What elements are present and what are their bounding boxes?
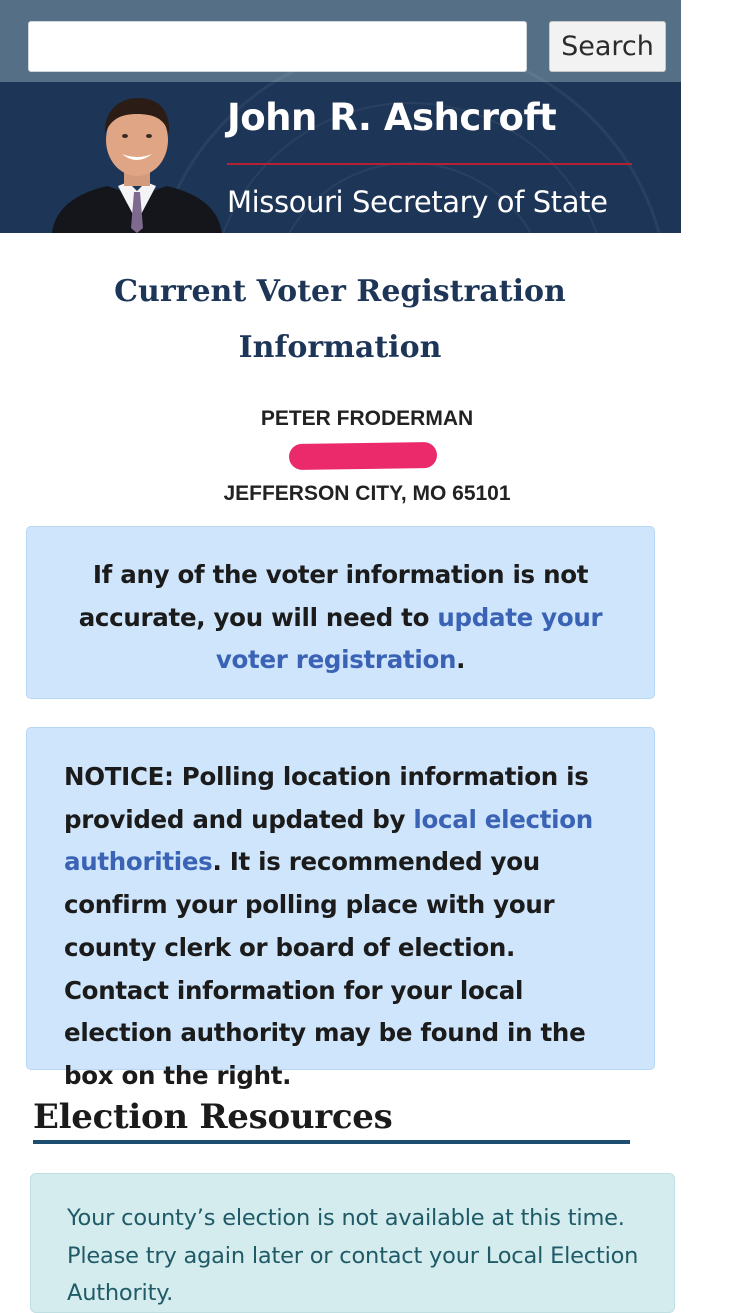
voter-info-alert-text [55,554,626,682]
redacted-address-mark [289,442,437,470]
notice-text-after: . It is recommended you confirm your polling place with your county clerk or board of election. Contact information for your local election authority may be found in the box on the right. [64,847,586,1090]
alert-text-before: If any of the voter information is not accurate, you will need to [78,560,589,632]
search-button[interactable]: Search [549,21,666,72]
voter-info-alert [26,526,655,699]
voter-name: PETER FRODERMAN [260,407,474,430]
section-divider [33,1140,630,1144]
polling-notice-text [64,756,618,1098]
notice-text-before: NOTICE: Polling location information is provided and updated by [64,762,589,834]
alert-text-after: . [456,645,466,675]
header-banner [0,82,681,233]
portrait-image [52,96,222,233]
election-resources-heading: Election Resources [33,1097,393,1137]
polling-notice-alert [26,727,655,1090]
update-registration-link[interactable]: update your voter registration [215,602,603,675]
page-title: Current Voter Registration Information [114,274,566,365]
election-unavailable-box [30,1173,675,1313]
local-election-authorities-link[interactable]: local election authorities [64,804,593,877]
banner-name: John R. Ashcroft [227,96,557,139]
election-unavailable-text: Your county’s election is not available at this time. Please try again later or contact your Local Election Authority. [67,1205,639,1306]
banner-divider [227,163,632,165]
banner-title: Missouri Secretary of State [227,185,608,219]
voter-city: JEFFERSON CITY, MO 65101 [223,482,511,505]
